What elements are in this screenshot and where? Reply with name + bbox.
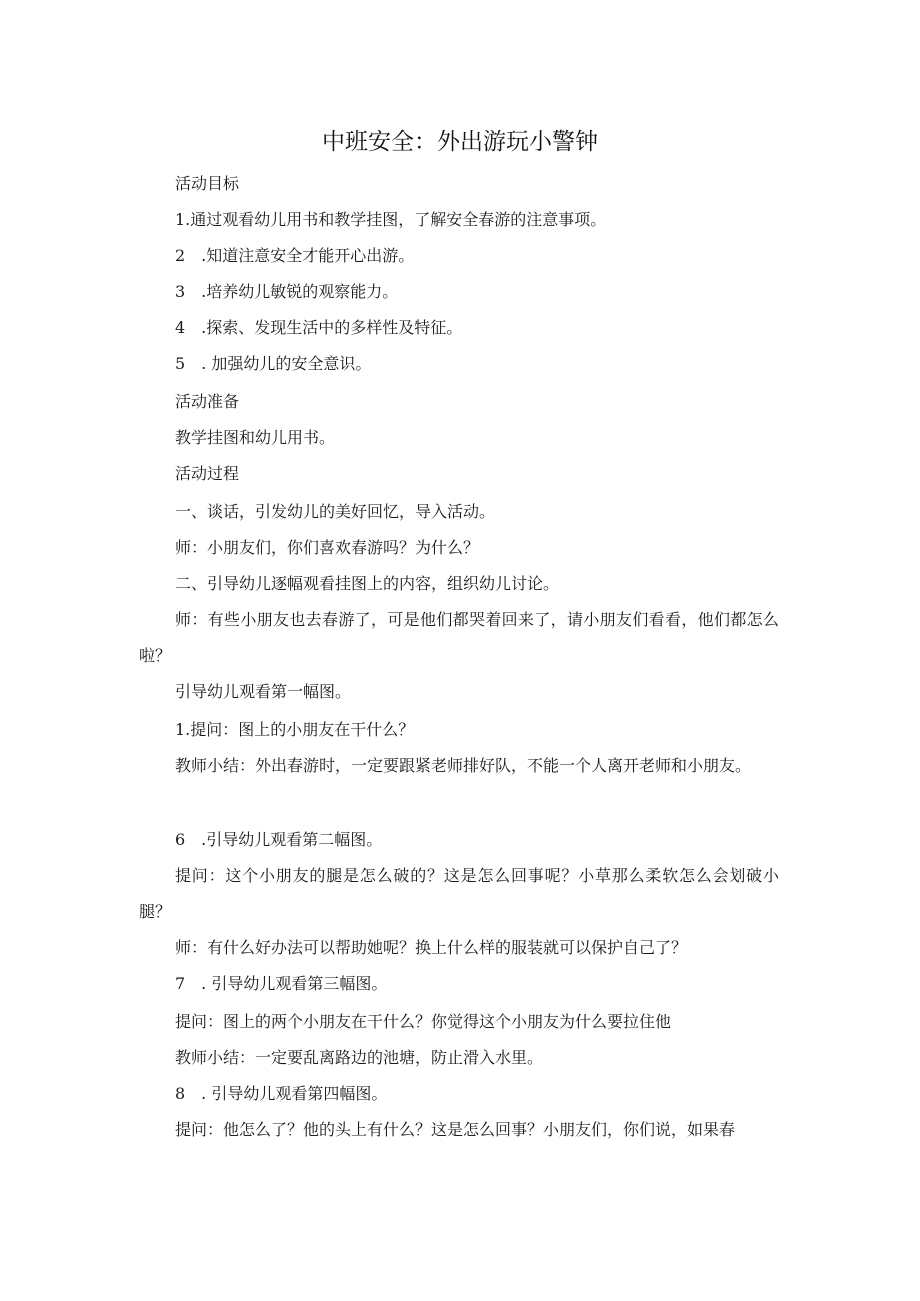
paragraph: 提问：他怎么了？他的头上有什么？这是怎么回事？小朋友们，你们说，如果春 <box>175 1120 736 1139</box>
section-heading: 活动过程 <box>175 464 240 483</box>
list-item: 7 . 引导幼儿观看第三幅图。 <box>175 974 388 993</box>
paragraph: 教师小结：一定要乱离路边的池塘，防止滑入水里。 <box>175 1048 544 1067</box>
paragraph: 引导幼儿观看第一幅图。 <box>175 682 352 701</box>
paragraph: 师：有些小朋友也去春游了，可是他们都哭着回来了，请小朋友们看看，他们都怎么啦？ <box>139 610 779 665</box>
section-heading: 活动准备 <box>175 392 240 411</box>
list-item: 4 .探索、发现生活中的多样性及特征。 <box>175 318 463 337</box>
paragraph: 教师小结：外出春游时，一定要跟紧老师排好队，不能一个人离开老师和小朋友。 <box>175 756 752 775</box>
list-item: 6 .引导幼儿观看第二幅图。 <box>175 830 383 849</box>
list-item: 5 . 加强幼儿的安全意识。 <box>175 354 372 373</box>
list-item: 1.通过观看幼儿用书和教学挂图，了解安全春游的注意事项。 <box>175 210 607 229</box>
paragraph: 提问：图上的两个小朋友在干什么？你觉得这个小朋友为什么要拉住他 <box>175 1012 672 1031</box>
paragraph: 师：小朋友们，你们喜欢春游吗？为什么？ <box>175 538 480 557</box>
paragraph: 师：有什么好办法可以帮助她呢？换上什么样的服装就可以保护自己了？ <box>175 938 688 957</box>
list-item: 1.提问：图上的小朋友在干什么？ <box>175 720 415 739</box>
section-heading: 活动目标 <box>175 174 240 193</box>
paragraph: 一、谈话，引发幼儿的美好回忆，导入活动。 <box>175 502 496 521</box>
paragraph: 二、引导幼儿逐幅观看挂图上的内容，组织幼儿讨论。 <box>175 574 560 593</box>
page-title: 中班安全：外出游玩小警钟 <box>322 129 598 155</box>
list-item: 8 . 引导幼儿观看第四幅图。 <box>175 1084 388 1103</box>
paragraph: 提问：这个小朋友的腿是怎么破的？这是怎么回事呢？小草那么柔软怎么会划破小腿？ <box>139 866 779 921</box>
paragraph: 教学挂图和幼儿用书。 <box>175 428 336 447</box>
list-item: 2 .知道注意安全才能开心出游。 <box>175 246 415 265</box>
list-item: 3 .培养幼儿敏锐的观察能力。 <box>175 282 399 301</box>
